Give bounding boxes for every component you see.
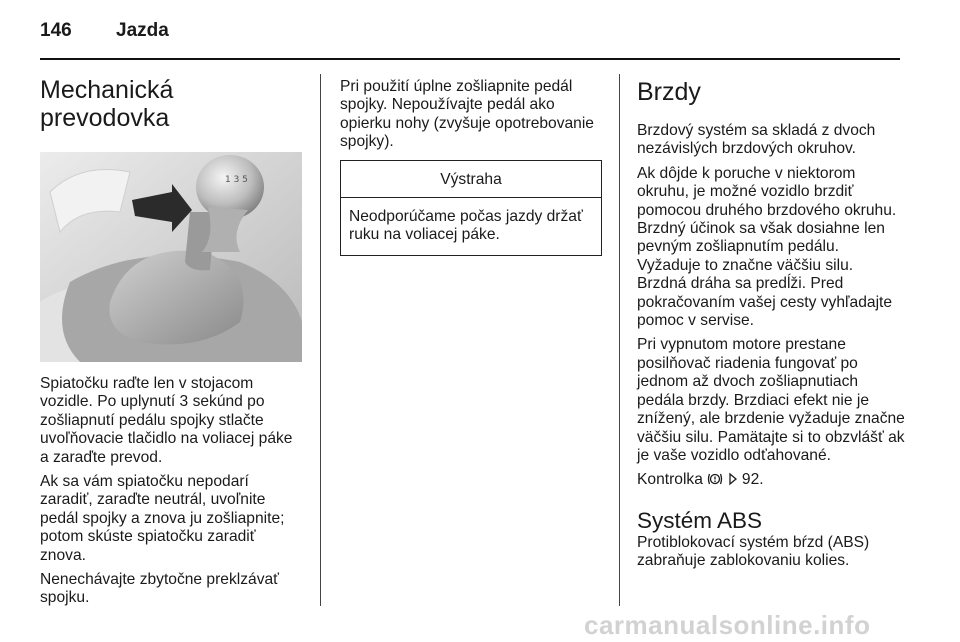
brake-warning-icon bbox=[707, 472, 723, 486]
paragraph: Nenechávajte zbytočne preklzávať spojku. bbox=[40, 571, 280, 607]
warning-title: Výstraha bbox=[341, 161, 601, 198]
column-divider-1 bbox=[320, 74, 321, 606]
heading-line-1: Mechanická bbox=[40, 76, 174, 104]
paragraph: Pri vypnutom motore prestane posilňovač riadenia fungovať po jednom až dvoch zošliapnutiach pedála brzdy. Brzdiaci efekt nie je znížený, ale brzdenie vyžaduje značne väčšiu silu. Pamätajte si to obzvlášť ak je vaše vozidlo odťahované. bbox=[637, 336, 905, 464]
indicator-label: Kontrolka bbox=[637, 471, 703, 489]
gear-lever-illustration bbox=[40, 152, 302, 362]
warning-box bbox=[340, 160, 602, 256]
indicator-page-ref: 92. bbox=[741, 471, 764, 489]
paragraph: Brzdový systém sa skladá z dvoch nezávislých brzdových okruhov. bbox=[637, 122, 876, 158]
heading-mechanical-transmission bbox=[40, 76, 302, 132]
page-number: 146 bbox=[40, 20, 72, 41]
indicator-reference bbox=[637, 471, 905, 489]
section-title: Jazda bbox=[116, 20, 169, 41]
paragraph: Protiblokovací systém bŕzd (ABS) zabraňuje zablokovaniu kolies. bbox=[637, 533, 870, 570]
paragraph: Pri použití úplne zošliapnite pedál spojky. Nepoužívajte pedál ako opierku nohy (zvyšuje opotrebovanie spojky). bbox=[340, 78, 594, 151]
header-rule bbox=[40, 58, 900, 60]
warning-text: Neodporúčame počas jazdy držať ruku na voliacej páke. bbox=[349, 208, 583, 244]
paragraph: Spiatočku raďte len v stojacom vozidle. Po uplynutí 3 sekúnd po zošliapnutí pedálu spojky stlačte uvoľňovacie tlačidlo na voliacej páke a zaraďte prevod. bbox=[40, 375, 293, 466]
heading-brakes: Brzdy bbox=[637, 78, 701, 106]
watermark: carmanualsonline.info bbox=[584, 610, 871, 640]
column-1 bbox=[40, 76, 302, 132]
column-divider-2 bbox=[619, 74, 620, 606]
column-3 bbox=[637, 78, 905, 577]
gear-shift-photo bbox=[40, 152, 302, 362]
column-2 bbox=[340, 78, 602, 256]
heading-line-2: prevodovka bbox=[40, 104, 170, 132]
svg-text:1 3 5: 1 3 5 bbox=[225, 175, 248, 185]
reference-arrow-icon bbox=[728, 472, 738, 486]
paragraph: Ak dôjde k poruche v niektorom okruhu, je možné vozidlo brzdiť pomocou druhého brzdového okruhu. Brzdný účinok sa však dosiahne len pevným zošliapnutím pedálu. Vyžaduje to značne väčšiu silu. Brzdná dráha sa predĺži. Pred pokračovaním vašej cesty vyhľadajte pomoc v servise. bbox=[637, 164, 897, 330]
heading-abs: Systém ABS bbox=[637, 507, 763, 533]
column-1-text bbox=[40, 375, 302, 614]
paragraph: Ak sa vám spiatočku nepodarí zaradiť, zaraďte neutrál, uvoľnite pedál spojky a znova ju zošliapnite; potom skúste spiatočku zaradiť znova. bbox=[40, 473, 285, 564]
